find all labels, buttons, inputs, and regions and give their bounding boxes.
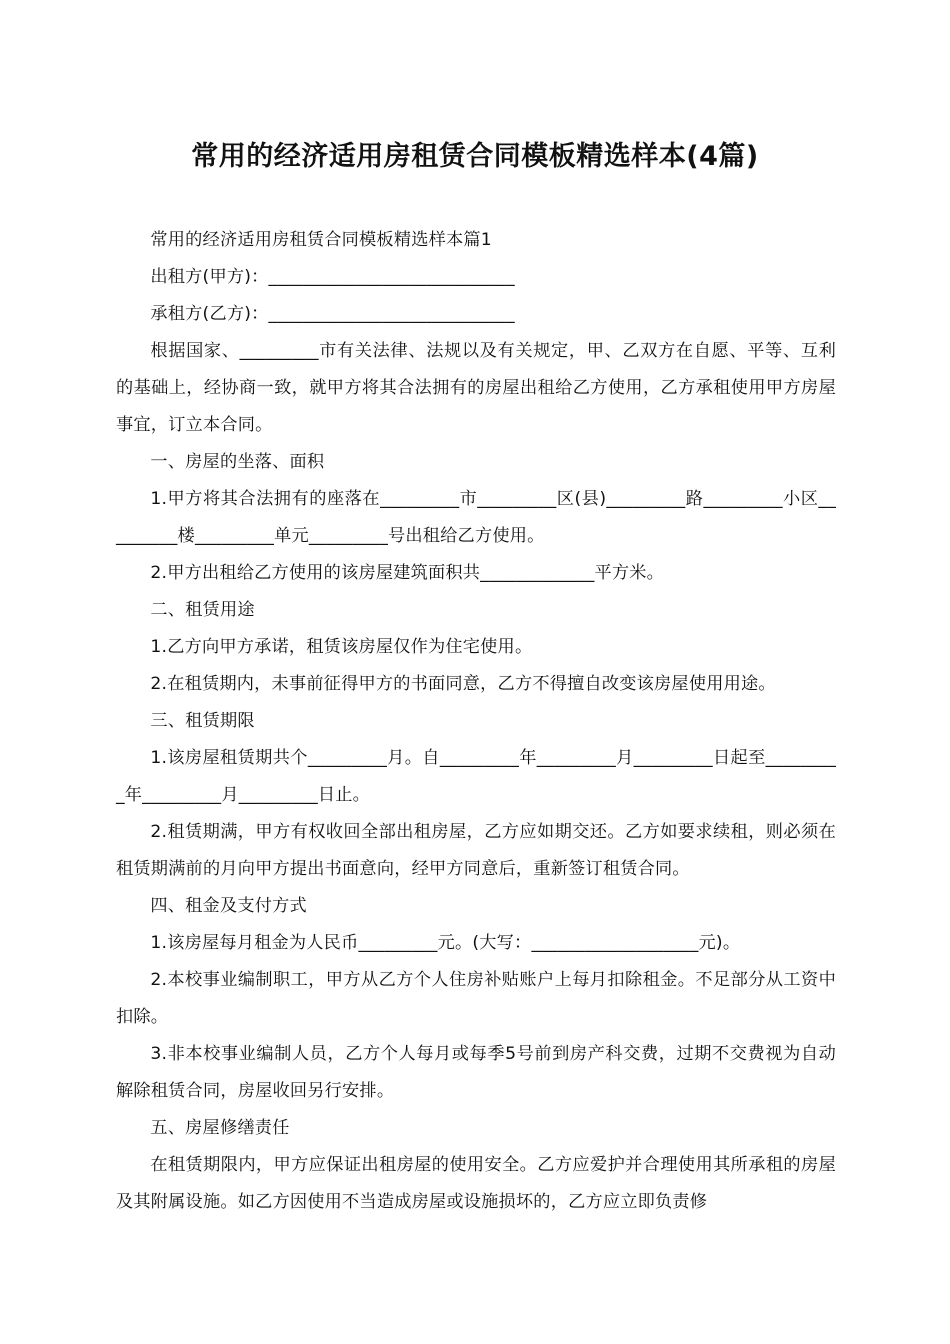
document-title: 常用的经济适用房租赁合同模板精选样本(4篇) (191, 141, 759, 172)
clause-paragraph: 1.甲方将其合法拥有的座落在_________市_________区(县)_________路_________小区_________楼_________单元_________号出租给乙方使用。 (116, 489, 836, 546)
subtitle-paragraph: 常用的经济适用房租赁合同模板精选样本篇1 (150, 230, 492, 250)
clause-paragraph: 1.该房屋租赁期共个_________月。自_________年_________月_________日起至_________年_________月_________日止。 (116, 748, 836, 805)
lessee-line: 承租方(乙方)：____________________________ (150, 304, 515, 324)
clause-paragraph: 3.非本校事业编制人员，乙方个人每月或每季5号前到房产科交费，过期不交费视为自动解除租赁合同，房屋收回另行安排。 (116, 1044, 836, 1101)
clause-paragraph: 2.本校事业编制职工，甲方从乙方个人住房补贴账户上每月扣除租金。不足部分从工资中扣除。 (116, 970, 836, 1027)
clause-paragraph: 2.在租赁期内，未事前征得甲方的书面同意，乙方不得擅自改变该房屋使用用途。 (150, 674, 776, 694)
clause-paragraph: 1.该房屋每月租金为人民币_________元。(大写：___________________元)。 (150, 933, 741, 953)
document-body (116, 222, 836, 1221)
preamble-paragraph: 根据国家、_________市有关法律、法规以及有关规定，甲、乙双方在自愿、平等、互利的基础上，经协商一致，就甲方将其合法拥有的房屋出租给乙方使用，乙方承租使用甲方房屋事宜，订立本合同。 (116, 341, 836, 435)
lessor-line: 出租方(甲方)：____________________________ (150, 267, 515, 287)
clause-paragraph: 2.甲方出租给乙方使用的该房屋建筑面积共_____________平方米。 (150, 563, 665, 583)
section-heading: 四、租金及支付方式 (150, 896, 307, 916)
section-heading: 一、房屋的坐落、面积 (150, 452, 325, 472)
clause-paragraph: 1.乙方向甲方承诺，租赁该房屋仅作为住宅使用。 (150, 637, 533, 657)
section-heading: 三、租赁期限 (150, 711, 255, 731)
clause-paragraph: 2.租赁期满，甲方有权收回全部出租房屋，乙方应如期交还。乙方如要求续租，则必须在租赁期满前的月向甲方提出书面意向，经甲方同意后，重新签订租赁合同。 (116, 822, 836, 879)
section-heading: 五、房屋修缮责任 (150, 1118, 290, 1138)
clause-paragraph: 在租赁期限内，甲方应保证出租房屋的使用安全。乙方应爱护并合理使用其所承租的房屋及其附属设施。如乙方因使用不当造成房屋或设施损坏的，乙方应立即负责修 (116, 1155, 836, 1212)
section-heading: 二、租赁用途 (150, 600, 255, 620)
